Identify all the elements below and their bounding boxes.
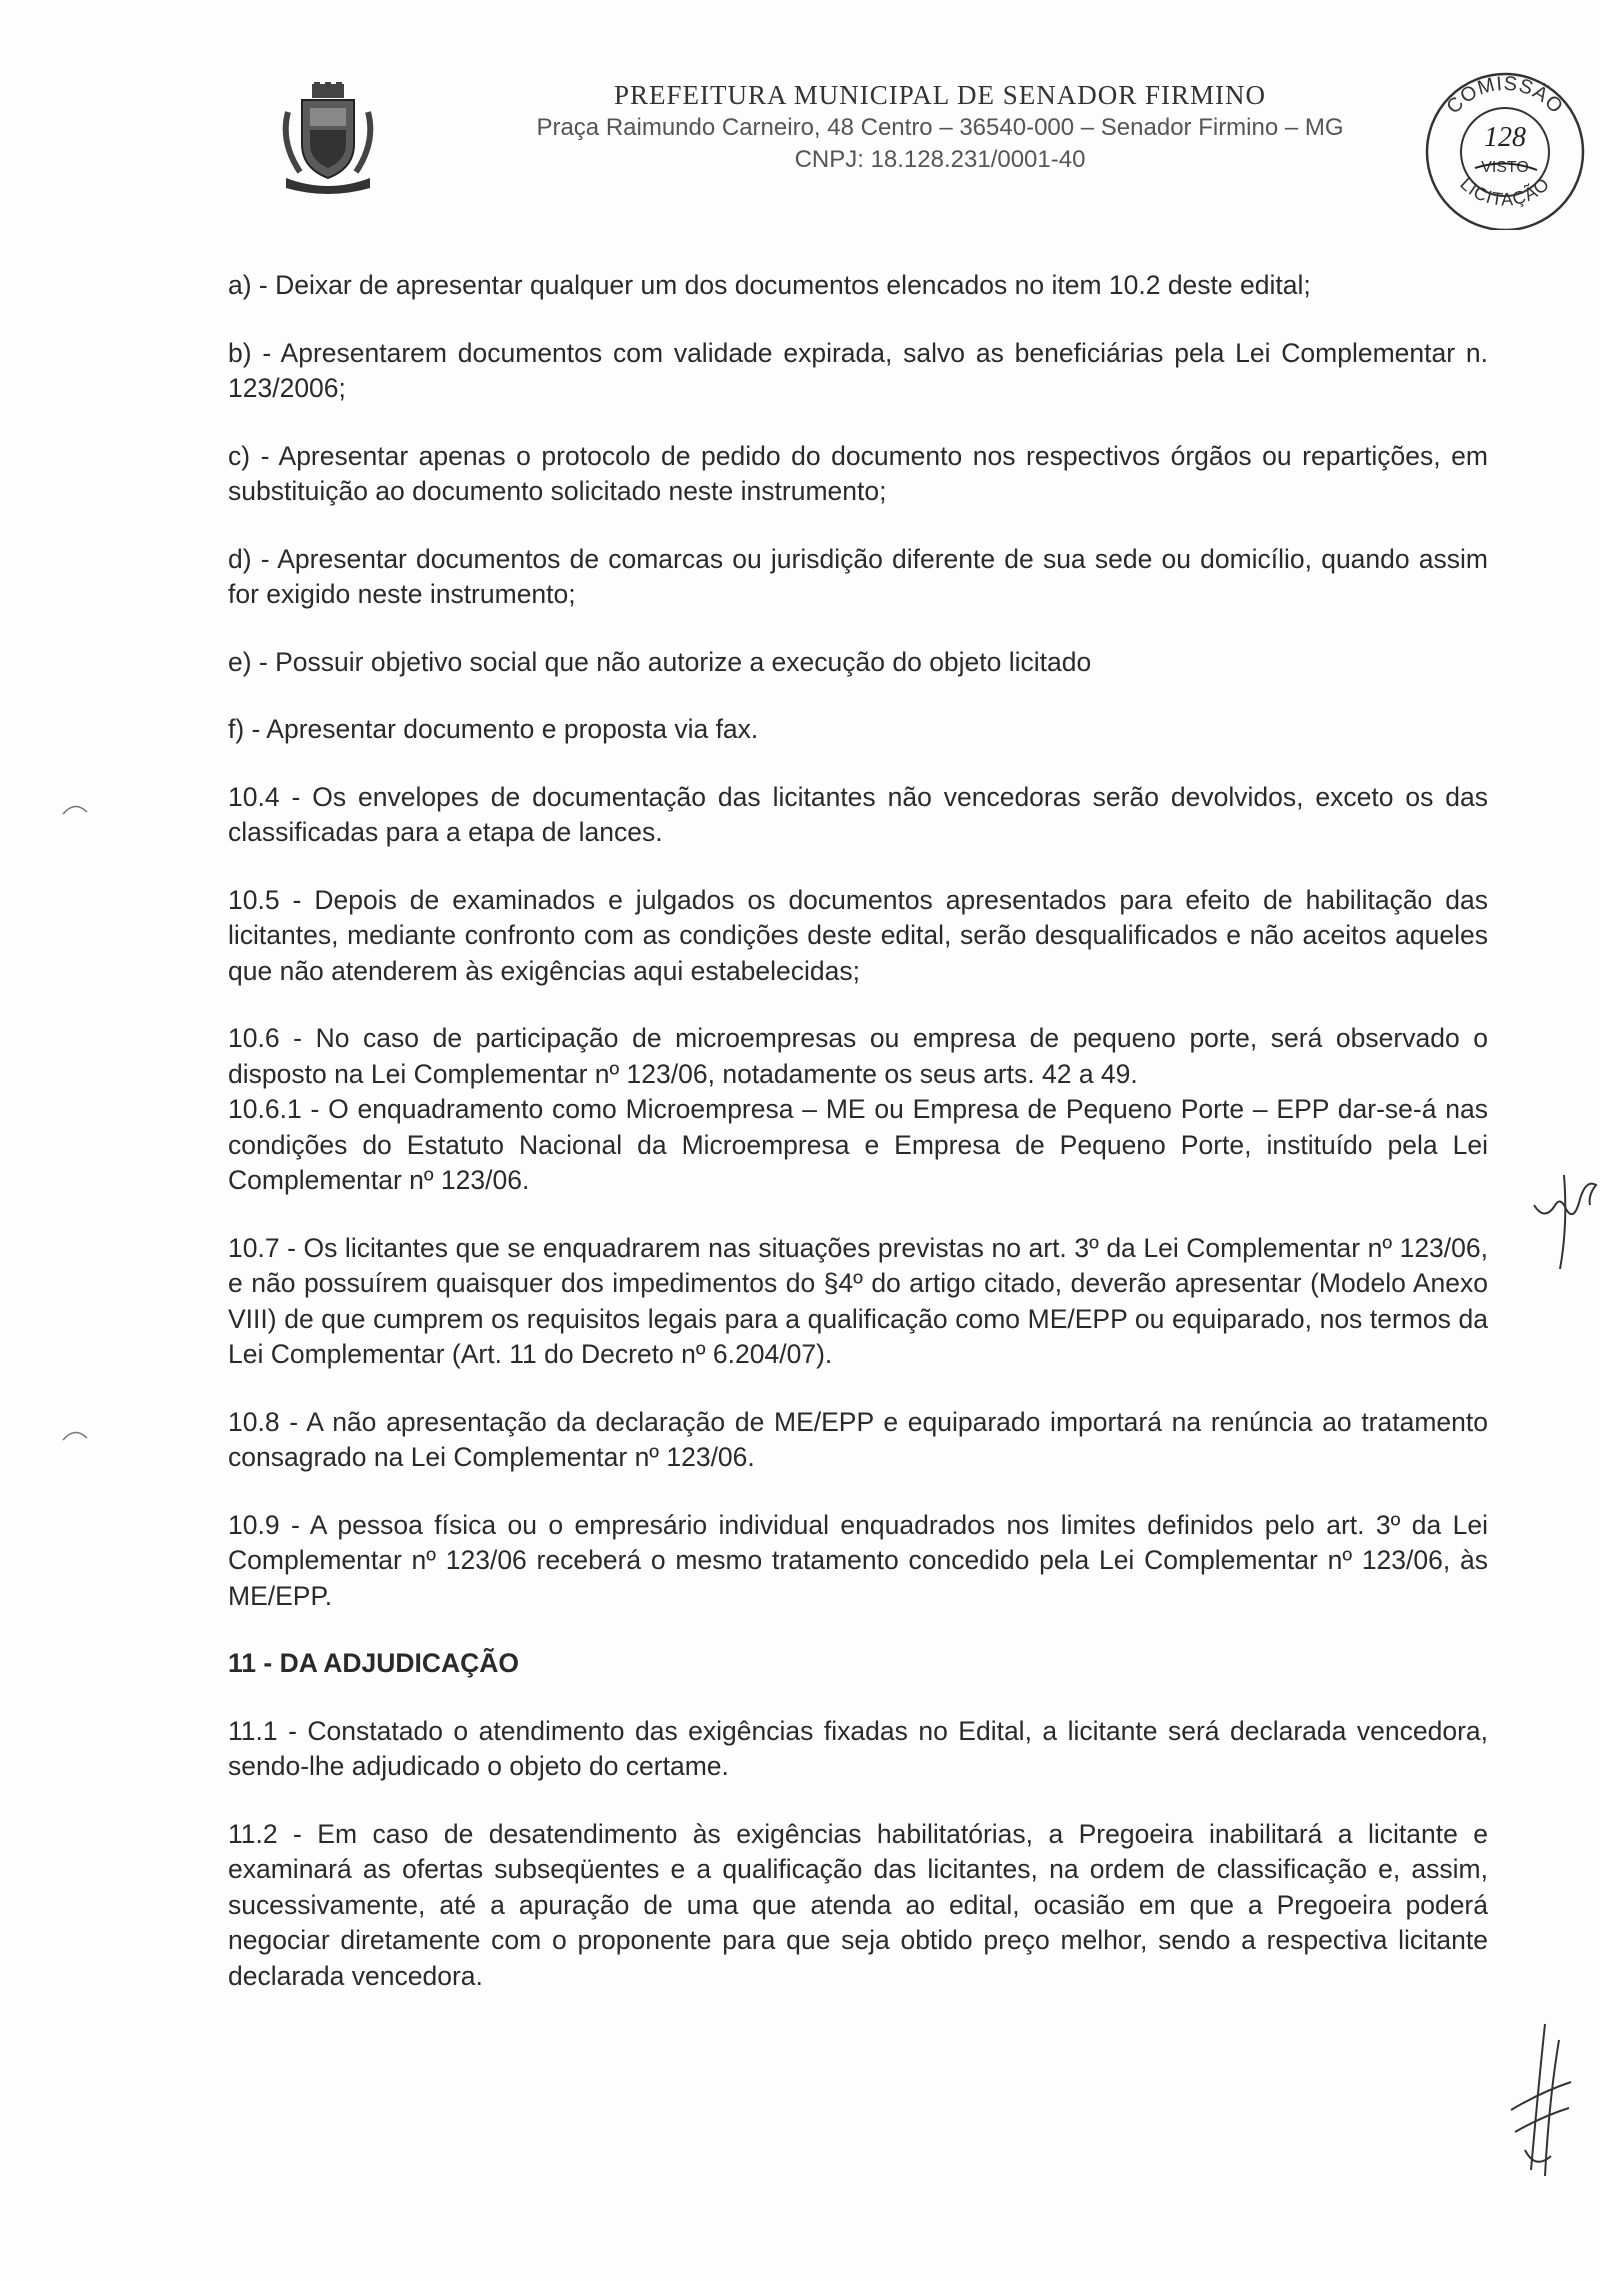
stamp-bottom-text: LICITAÇÃO — [1456, 173, 1554, 210]
item-d: d) - Apresentar documentos de comarcas ou jurisdição diferente de sua sede ou domicílio, quando assim for exigido neste instrumento; — [228, 543, 1488, 609]
clause-10-8: 10.8 - A não apresentação da declaração de ME/EPP e equiparado importará na renúncia ao tratamento consagrado na Lei Complementar nº 123/06. — [228, 1406, 1488, 1472]
item-e: e) - Possuir objetivo social que não autorize a execução do objeto licitado — [228, 646, 1092, 677]
scan-margin-mark — [62, 802, 88, 816]
scan-margin-mark — [62, 1428, 88, 1442]
item-f: f) - Apresentar documento e proposta via fax. — [228, 714, 759, 744]
municipal-coat-of-arms-icon — [278, 82, 378, 194]
clause-10-4: 10.4 - Os envelopes de documentação das licitantes não vencedoras serão devolvidos, exceto os das classificadas para a etapa de lances. — [228, 781, 1488, 847]
municipality-address: Praça Raimundo Carneiro, 48 Centro – 36540-000 – Senador Firmino – MG — [536, 114, 1344, 141]
municipality-title: PREFEITURA MUNICIPAL DE SENADOR FIRMINO — [613, 80, 1267, 110]
clause-10-9: 10.9 - A pessoa física ou o empresário individual enquadrados nos limites definidos pelo art. 3º da Lei Complementar nº 123/06 receberá o mesmo tratamento concedido pela Lei Complementar nº 123/06, às ME/EPP. — [228, 1509, 1488, 1611]
clause-10-6: 10.6 - No caso de participação de microempresas ou empresa de pequeno porte, será observado o disposto na Lei Complementar nº 123/06, notadamente os seus arts. 42 a 49. — [228, 1023, 1488, 1089]
svg-text:COMISSÃO — [1442, 73, 1567, 119]
section-11-heading: 11 - DA ADJUDICAÇÃO — [228, 1648, 520, 1678]
commission-stamp — [1405, 60, 1600, 230]
clause-11-2: 11.2 - Em caso de desatendimento às exigências habilitatórias, a Pregoeira inabilitará a licitante e examinará as ofertas subseqüentes e a qualificação das licitantes, na ordem de classificação e, assim, sucessivamente, até a apuração de uma que atenda ao edital, ocasião em que a Pregoeira poderá negociar diretamente com o proponente para que seja obtido preço melhor, sendo a respectiva licitante declarada vencedora. — [228, 1818, 1488, 1991]
letterhead — [0, 0, 1600, 230]
handwritten-signature — [1530, 1165, 1600, 1275]
clause-10-5: 10.5 - Depois de examinados e julgados os documentos apresentados para efeito de habilitação das licitantes, mediante confronto com as condições deste edital, serão desqualificados e não aceitos aqueles que não atenderem às exigências aqui estabelecidas; — [228, 884, 1488, 986]
stamp-top-text: COMISSÃO — [1442, 72, 1568, 119]
svg-text:LICITAÇÃO — [1456, 173, 1553, 209]
municipality-cnpj: CNPJ: 18.128.231/0001-40 — [794, 146, 1086, 173]
handwritten-initials — [1505, 2020, 1575, 2180]
clause-10-6-1: 10.6.1 - O enquadramento como Microempresa – ME ou Empresa de Pequeno Porte – EPP dar-se-á nas condições do Estatuto Nacional da Microempresa e Empresa de Pequeno Porte, instituído pela Lei Complementar nº 123/06. — [228, 1094, 1488, 1195]
clause-11-1: 11.1 - Constatado o atendimento das exigências fixadas no Edital, a licitante será declarada vencedora, sendo-lhe adjudicado o objeto do certame. — [228, 1715, 1488, 1781]
stamp-page-number: 128 — [1484, 122, 1526, 153]
clause-10-7: 10.7 - Os licitantes que se enquadrarem nas situações previstas no art. 3º da Lei Complementar nº 123/06, e não possuírem quaisquer dos impedimentos do §4º do artigo citado, deverão apresentar (Modelo Anexo VIII) de que cumprem os requisitos legais para a qualificação como ME/EPP ou equiparado, nos termos da Lei Complementar (Art. 11 do Decreto nº 6.204/07). — [228, 1232, 1488, 1369]
item-b: b) - Apresentarem documentos com validade expirada, salvo as beneficiárias pela Lei Complementar n. 123/2006; — [228, 337, 1488, 403]
document-body — [228, 268, 1488, 2026]
item-c: c) - Apresentar apenas o protocolo de pedido do documento nos respectivos órgãos ou repartições, em substituição ao documento solicitado neste instrumento; — [228, 440, 1488, 506]
item-a: a) - Deixar de apresentar qualquer um dos documentos elencados no item 10.2 deste edital; — [228, 270, 1311, 300]
stamp-middle-text: VISTO — [1481, 159, 1529, 176]
